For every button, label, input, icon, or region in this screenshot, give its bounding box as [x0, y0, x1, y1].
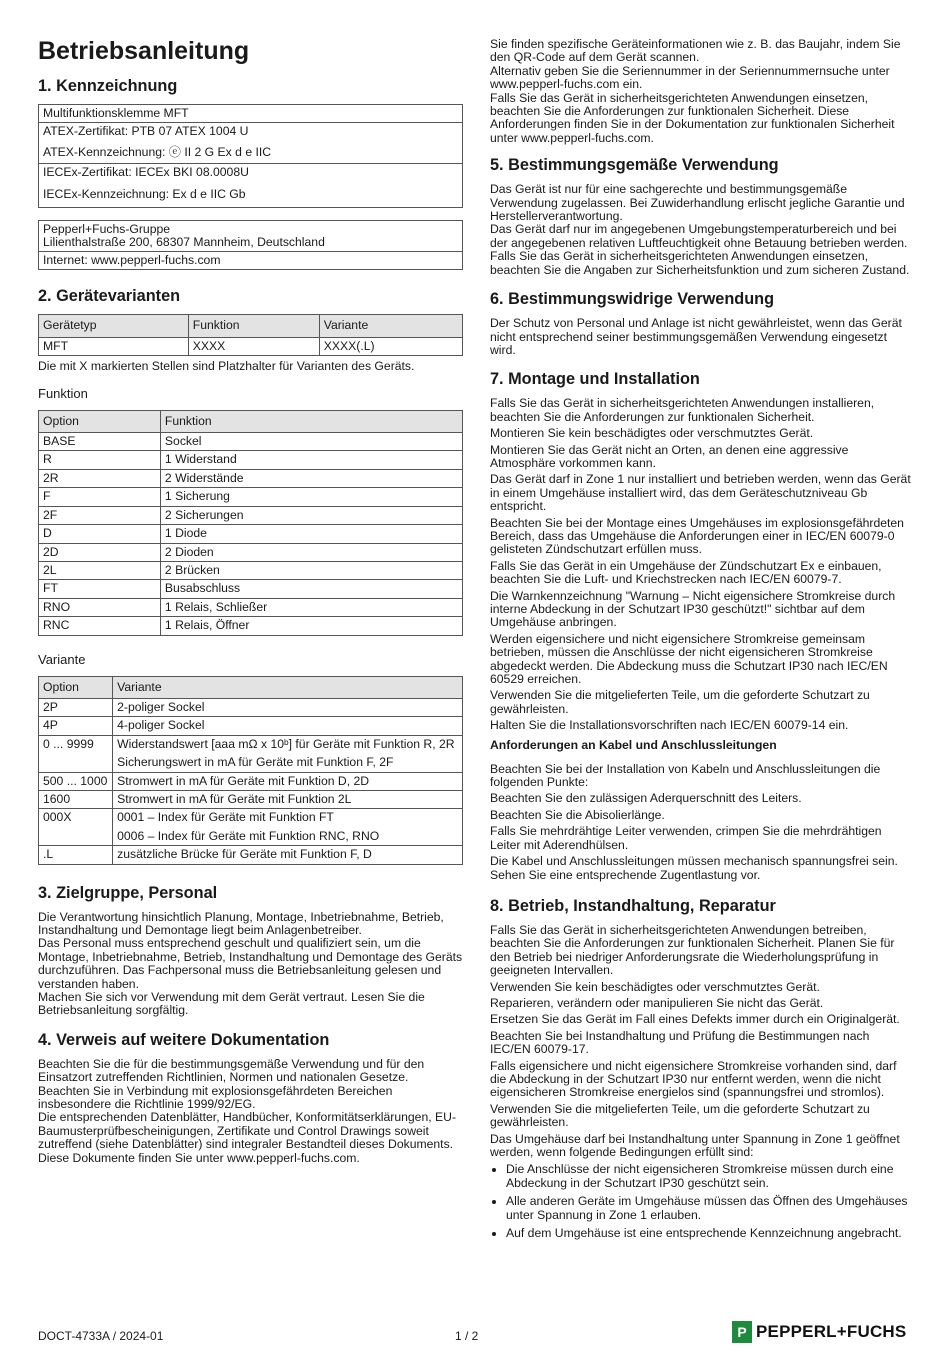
col-header: Funktion: [188, 315, 319, 337]
description-cell: [160, 561, 462, 579]
option-cell: FT: [39, 580, 161, 598]
id-row: ATEX-Zertifikat: PTB 07 ATEX 1004 U: [39, 123, 463, 141]
paragraph: Sie finden spezifische Geräteinformationen wie z. B. das Baujahr, indem Sie den QR-Code auf dem Gerät scannen.: [490, 37, 901, 65]
col-header: Option: [39, 410, 161, 432]
paragraph: Verwenden Sie kein beschädigtes oder verschmutztes Gerät.: [490, 979, 820, 994]
logo-text: PEPPERL+FUCHS: [756, 1322, 907, 1341]
option-cell: D: [39, 525, 161, 543]
section-8-heading: 8. Betrieb, Instandhaltung, Reparatur: [490, 896, 776, 915]
paragraph: Beachten Sie die Abisolierlänge.: [490, 807, 665, 822]
section-5-body: [490, 183, 912, 277]
description-cell: [113, 698, 463, 716]
paragraph: Das Gerät ist nur für eine sachgerechte und bestimmungsgemäße Verwendung zugelassen. Bei Zuwiderhandlung erlischt jegliche Garantie und Herstellerverantwortung.: [490, 182, 905, 224]
option-cell: R: [39, 451, 161, 469]
paragraph: Das Umgehäuse darf bei Instandhaltung unter Spannung in Zone 1 geöffnet werden, wenn folgende Bedingungen erfüllt sind:: [490, 1131, 900, 1159]
funktion-subheading: Funktion: [38, 385, 88, 401]
variante-subheading: Variante: [38, 651, 86, 667]
paragraph: Die entsprechenden Datenblätter, Handbücher, Konformitätserklärungen, EU-Baumusterprüfbescheinigungen, Zertifikate und Control Drawings soweit zutreffend (siehe Datenblätter) sind integraler Bestandteil dieses Dokuments. Diese Dokumente finden Sie unter www.pepperl-fuchs.com.: [38, 1110, 457, 1165]
left-column: [38, 36, 463, 1165]
company-table: [38, 220, 463, 270]
table-row: [39, 698, 463, 716]
paragraph: Alternativ geben Sie die Seriennummer in der Seriennummernsuche unter www.pepperl-fuchs.com ein.: [490, 63, 890, 92]
description-line: 0001 – Index für Geräte mit Funktion FT: [117, 810, 334, 825]
paragraph: Beachten Sie die für die bestimmungsgemäße Verwendung und für den Einsatzort zutreffenden Richtlinien, Normen und nationalen Gesetze. Beachten Sie in Verbindung mit explosionsgefährdeten Bereichen insbesondere die Richtlinie 1999/92/EG.: [38, 1056, 425, 1112]
id-row: ATEX-Kennzeichnung: ⓔ II 2 G Ex d e IIC: [43, 144, 272, 159]
description-cell: [160, 488, 462, 506]
description-cell: [160, 525, 462, 543]
table-cell: XXXX: [188, 337, 319, 355]
description-cell: [113, 846, 463, 864]
description-line: Stromwert in mA für Geräte mit Funktion D, 2D: [117, 773, 370, 788]
description-cell: [113, 735, 463, 772]
paragraph: Falls Sie das Gerät in sicherheitsgerichteten Anwendungen einsetzen, beachten Sie die Angaben zur Sicherheitsfunktion und zum sicheren Zustand.: [490, 249, 910, 277]
option-cell: .L: [39, 846, 113, 864]
paragraph: Das Gerät darf nur im angegebenen Umgebungstemperaturbereich und bei der angegebenen relativen Luftfeuchtigkeit ohne Betauung betrieben werden.: [490, 222, 908, 250]
company-website: Internet: www.pepperl-fuchs.com: [39, 252, 463, 270]
option-cell: RNO: [39, 598, 161, 616]
section-1-heading: 1. Kennzeichnung: [38, 77, 178, 95]
paragraph: Beachten Sie bei der Montage eines Umgehäuses im explosionsgefährdeten Bereich, dass das Umgehäuse die Anforderungen einer in IEC/EN 60079-0 gelisteten Zündschutzart erfüllen muss.: [490, 515, 904, 557]
description-line: zusätzliche Brücke für Geräte mit Funktion F, D: [117, 847, 372, 862]
table-row: [39, 488, 463, 506]
table-row: [39, 790, 463, 808]
description-cell: [113, 790, 463, 808]
paragraph: Beachten Sie den zulässigen Aderquerschnitt des Leiters.: [490, 791, 802, 806]
section-7-body: [490, 397, 912, 732]
funktion-table: [38, 410, 463, 636]
description-cell: [160, 433, 462, 451]
description-line: 2 Dioden: [164, 544, 214, 559]
option-cell: 1600: [39, 790, 113, 808]
paragraph: Die Warnkennzeichnung "Warnung – Nicht eigensichere Stromkreise durch interne Abdeckung in der Schutzart IP30 geschützt!" sichtbar auf dem Umgehäuse anbringen.: [490, 588, 896, 630]
id-row: Multifunktionsklemme MFT: [43, 106, 189, 120]
description-line: 2 Widerstände: [164, 470, 244, 485]
cable-requirements-body: [490, 763, 912, 882]
right-column: [490, 38, 912, 1245]
section-5-heading: 5. Bestimmungsgemäße Verwendung: [490, 156, 779, 175]
table-row: [39, 598, 463, 616]
description-cell: [113, 772, 463, 790]
option-cell: RNC: [39, 617, 161, 635]
cable-requirements-heading: Anforderungen an Kabel und Anschlussleitungen: [490, 737, 777, 752]
paragraph: Montieren Sie kein beschädigtes oder verschmutztes Gerät.: [490, 426, 814, 441]
option-cell: 2R: [39, 469, 161, 487]
paragraph: Falls Sie das Gerät in ein Umgehäuse der Zündschutzart Ex e einbauen, beachten Sie die Luft- und Kriechstrecken nach IEC/EN 60079-7.: [490, 558, 882, 587]
paragraph: Die Verantwortung hinsichtlich Planung, Montage, Inbetriebnahme, Betrieb, Instandhaltung und Demontage liegt beim Anlagenbetreiber.: [38, 909, 444, 937]
section-3-heading: 3. Zielgruppe, Personal: [38, 883, 218, 902]
col-header: Variante: [319, 315, 462, 337]
description-cell: [160, 598, 462, 616]
description-line: 1 Relais, Schließer: [164, 599, 268, 614]
table-cell: XXXX(.L): [319, 337, 462, 355]
page-number: 1 / 2: [455, 1329, 479, 1343]
option-cell: 2F: [39, 506, 161, 524]
table-row: [39, 561, 463, 579]
table-row: [39, 525, 463, 543]
description-cell: [160, 580, 462, 598]
device-type-table: [38, 314, 463, 356]
section-4-body: [38, 1058, 463, 1165]
paragraph: Falls Sie das Gerät in sicherheitsgerichteten Anwendungen einsetzen, beachten Sie die Anforderungen zur funktionalen Sicherheit. Diese Anforderungen finden Sie in der Dokumentation zur funktionalen Sicherheit unter www.pepperl-fuchs.com.: [490, 90, 895, 145]
description-cell: [160, 469, 462, 487]
variante-table: [38, 676, 463, 865]
paragraph: Werden eigensichere und nicht eigensichere Stromkreise gemeinsam betrieben, müssen die Anschlüsse der nicht eigensicheren Stromkreise abgedeckt werden. Die Abdeckung muss die Schutzart IP30 nach IEC/EN 60529 erreichen.: [490, 631, 888, 687]
description-line: Sockel: [164, 434, 202, 449]
paragraph: Halten Sie die Installationsvorschriften nach IEC/EN 60079-14 ein.: [490, 718, 849, 733]
description-cell: [160, 451, 462, 469]
paragraph: Beachten Sie bei der Installation von Kabeln und Anschlussleitungen die folgenden Punkte:: [490, 761, 881, 790]
description-line: Sicherungswert in mA für Geräte mit Funktion F, 2F: [117, 755, 394, 770]
section-7-heading: 7. Montage und Installation: [490, 370, 700, 389]
col-header: Funktion: [160, 410, 462, 432]
paragraph: Falls eigensichere und nicht eigensichere Stromkreise vorhanden sind, darf die Abdeckung in der Schutzart IP30 nur entfernt werden, wenn die nicht eigensicheren Stromkreise energielos sind (spannungsfrei und stromlos).: [490, 1058, 897, 1100]
list-item: • Die Anschlüsse der nicht eigensicheren Stromkreise müssen durch eine Abdeckung in der Schutzart IP30 geschützt sein.: [506, 1163, 912, 1190]
conditions-list: [490, 1163, 912, 1240]
description-cell: [160, 617, 462, 635]
document-id: DOCT-4733A / 2024-01: [38, 1329, 164, 1343]
paragraph: Falls Sie das Gerät in sicherheitsgerichteten Anwendungen installieren, beachten Sie die Anforderungen zur funktionalen Sicherheit.: [490, 396, 875, 424]
option-cell: 0 ... 9999: [39, 735, 113, 772]
table-row: [39, 735, 463, 772]
company-name: Pepperl+Fuchs-Gruppe: [43, 222, 171, 237]
description-line: 2 Brücken: [164, 562, 220, 577]
logo-mark-icon: P: [732, 1321, 752, 1343]
description-line: 2-poliger Sockel: [117, 699, 205, 714]
paragraph: Machen Sie sich vor Verwendung mit dem Gerät vertraut. Lesen Sie die Betriebsanleitung sorgfältig.: [38, 990, 425, 1018]
id-row: IECEx-Kennzeichnung: Ex d e IIC Gb: [43, 186, 246, 201]
col-header: Option: [39, 676, 113, 698]
table-row: [39, 846, 463, 864]
paragraph: Das Gerät darf in Zone 1 nur installiert und betrieben werden, wenn das Gerät in einem Umgehäuse installiert wird, das dem Geräteschutzniveau Gb entspricht.: [490, 472, 911, 514]
paragraph: Ersetzen Sie das Gerät im Fall eines Defekts immer durch ein Originalgerät.: [490, 1012, 900, 1027]
section-3-body: [38, 911, 463, 1018]
col-header: Gerätetyp: [39, 315, 189, 337]
description-cell: [160, 543, 462, 561]
option-cell: BASE: [39, 433, 161, 451]
section-4-heading: 4. Verweis auf weitere Dokumentation: [38, 1030, 330, 1049]
description-line: Busabschluss: [164, 581, 241, 596]
document-title: Betriebsanleitung: [38, 37, 250, 65]
description-line: 1 Sicherung: [164, 489, 230, 504]
option-cell: 4P: [39, 717, 113, 735]
option-cell: F: [39, 488, 161, 506]
paragraph: Beachten Sie bei Instandhaltung und Prüfung die Bestimmungen nach IEC/EN 60079-17.: [490, 1028, 870, 1057]
description-line: 4-poliger Sockel: [117, 718, 205, 733]
section-6-body: [490, 317, 912, 357]
table-row: [39, 543, 463, 561]
section-2-heading: 2. Gerätevarianten: [38, 287, 181, 306]
id-row: IECEx-Zertifikat: IECEx BKI 08.0008U: [39, 164, 463, 182]
table-row: [39, 772, 463, 790]
section-8-body: [490, 924, 912, 1160]
identification-table: [38, 104, 463, 208]
section-6-heading: 6. Bestimmungswidrige Verwendung: [490, 290, 775, 309]
option-cell: 500 ... 1000: [39, 772, 113, 790]
description-cell: [113, 717, 463, 735]
table-row: [39, 506, 463, 524]
table-row: [39, 580, 463, 598]
paragraph: Falls Sie mehrdrähtige Leiter verwenden, crimpen Sie die mehrdrähtigen Leiter mit Aderendhülsen.: [490, 824, 882, 852]
paragraph: Das Personal muss entsprechend geschult und qualifiziert sein, um die Montage, Inbetriebnahme, Betrieb, Instandhaltung und Demontage des Geräts durchzuführen. Das Fachpersonal muss die Betriebsanleitung gelesen und verstanden haben.: [38, 936, 463, 991]
description-line: 1 Relais, Öffner: [164, 618, 250, 633]
list-item: • Alle anderen Geräte im Umgehäuse müssen das Öffnen des Umgehäuses unter Spannung in Zone 1 erlauben.: [506, 1195, 912, 1222]
description-line: 1 Diode: [164, 526, 207, 541]
option-cell: 000X: [39, 809, 113, 846]
paragraph: Montieren Sie das Gerät nicht an Orten, an denen eine aggressive Atmosphäre vorkommen kann.: [490, 442, 849, 470]
company-address: Lilienthalstraße 200, 68307 Mannheim, Deutschland: [43, 235, 325, 250]
table-row: [39, 717, 463, 735]
description-line: 1 Widerstand: [164, 452, 237, 467]
description-cell: [160, 506, 462, 524]
placeholder-note: Die mit X markierten Stellen sind Platzhalter für Varianten des Geräts.: [38, 359, 415, 374]
company-row: [39, 221, 463, 252]
paragraph: Verwenden Sie die mitgelieferten Teile, um die geforderte Schutzart zu gewährleisten.: [490, 688, 870, 716]
table-row: [39, 617, 463, 635]
col-header: Variante: [113, 676, 463, 698]
table-row: [39, 433, 463, 451]
option-cell: 2L: [39, 561, 161, 579]
table-row: [39, 451, 463, 469]
paragraph: Falls Sie das Gerät in sicherheitsgerichteten Anwendungen betreiben, beachten Sie die Anforderungen zur funktionalen Sicherheit. Planen Sie für den Betrieb bei niedriger Anforderungsrate die Wiederholungsprüfung in geeigneten Intervallen.: [490, 922, 895, 978]
paragraph: Verwenden Sie die mitgelieferten Teile, um die geforderte Schutzart zu gewährleisten.: [490, 1101, 870, 1130]
table-row: [39, 469, 463, 487]
description-cell: [113, 809, 463, 846]
description-line: Widerstandswert [aaa mΩ x 10ᵇ] für Geräte mit Funktion R, 2R: [117, 736, 455, 751]
option-cell: 2D: [39, 543, 161, 561]
table-cell: MFT: [39, 337, 189, 355]
pepperl-fuchs-logo: [732, 1321, 906, 1343]
section-4-continued: [490, 38, 912, 145]
option-cell: 2P: [39, 698, 113, 716]
description-line: 0006 – Index für Geräte mit Funktion RNC, RNO: [117, 828, 380, 843]
table-row: [39, 809, 463, 846]
paragraph: Reparieren, verändern oder manipulieren Sie nicht das Gerät.: [490, 995, 824, 1010]
paragraph: Die Kabel und Anschlussleitungen müssen mechanisch spannungsfrei sein. Sehen Sie eine entsprechende Zugentlastung vor.: [490, 854, 898, 882]
description-line: 2 Sicherungen: [164, 507, 244, 522]
paragraph: Der Schutz von Personal und Anlage ist nicht gewährleistet, wenn das Gerät nicht entsprechend seiner bestimmungsgemäßen Verwendung eingesetzt wird.: [490, 316, 902, 357]
list-item: • Auf dem Umgehäuse ist eine entsprechende Kennzeichnung angebracht.: [506, 1227, 912, 1240]
description-line: Stromwert in mA für Geräte mit Funktion 2L: [117, 791, 352, 806]
